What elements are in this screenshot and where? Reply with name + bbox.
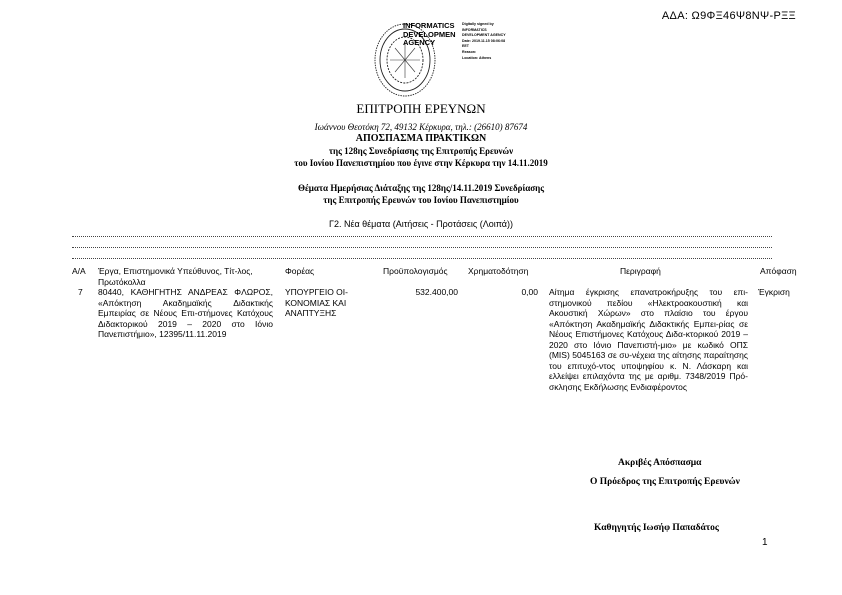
signature-detail-line: DEVELOPMENT AGENCY [462, 33, 506, 38]
row-budget: 532.400,00 [415, 287, 458, 297]
committee-address: Ιωάννου Θεοτόκη 72, 49132 Κέρκυρα, τηλ.: (26610) 87674 [314, 122, 528, 132]
agenda-line-2: της Επιτροπής Ερευνών του Ιονίου Πανεπιστημίου [323, 195, 519, 205]
meeting-line-1: της 128ης Συνεδρίασης της Επιτροπής Ερευνών [328, 146, 514, 156]
page-number: 1 [762, 537, 768, 548]
signature-stamp-lines [403, 22, 456, 48]
row-project: 80440, ΚΑΘΗΓΗΤΗΣ ΑΝΔΡΕΑΣ ΦΛΩΡΟΣ, «Απόκτηση Ακαδημαϊκής Διδακτικής Εμπειρίας σε Νέους Επι-στήμονες Κατόχους Διδακτορικού 2019 – 2020 στο Ιόνιο Πανεπιστήμιο», 12395/11.11.2019 [98, 287, 273, 339]
agenda-line-1: Θέματα Ημερήσιας Διάταξης της 128ης/14.11.2019 Συνεδρίασης [297, 183, 545, 193]
chairman-title: Ο Πρόεδρος της Επιτροπής Ερευνών [590, 477, 740, 487]
digital-signature-details [462, 22, 514, 61]
ada-code: ΑΔΑ: Ω9ΦΞ46Ψ8ΝΨ-ΡΞΞ [661, 10, 796, 22]
col-header-project: Έργα, Επιστημονικά Υπεύθυνος, Τίτ-λος, Πρωτόκολλα [98, 266, 253, 287]
signature-detail-line: Location: Athens [462, 55, 492, 60]
excerpt-title: ΑΠΟΣΠΑΣΜΑ ΠΡΑΚΤΙΚΩΝ [355, 133, 487, 144]
row-funder: ΥΠΟΥΡΓΕΙΟ ΟΙ-ΚΟΝΟΜΙΑΣ ΚΑΙ ΑΝΑΠΤΥΞΗΣ [285, 287, 348, 318]
exact-excerpt-label: Ακριβές Απόσπασμα [618, 458, 702, 468]
row-funding: 0,00 [521, 287, 538, 297]
signature-detail-line: Date: 2019.11.15 08:06:08 [462, 38, 506, 43]
stamp-line-2: DEVELOPMEN [403, 29, 456, 39]
signature-detail-line: INFORMATICS [462, 27, 487, 32]
signature-detail-line: Reason: [462, 49, 477, 54]
row-decision: Έγκριση [758, 287, 790, 297]
signature-detail-line: Digitally signed by [462, 22, 494, 26]
section-heading: Γ2. Νέα θέματα (Αιτήσεις - Προτάσεις (Λοιπά)) [328, 219, 513, 229]
col-header-description: Περιγραφή [620, 266, 661, 276]
stamp-line-3: AGENCY [403, 38, 436, 47]
dotted-divider [72, 247, 772, 248]
col-header-decision: Απόφαση [760, 266, 797, 276]
row-aa: 7 [78, 287, 83, 297]
col-header-aa: Α/Α [72, 266, 86, 276]
meeting-line-2: του Ιονίου Πανεπιστημίου που έγινε στην Κέρκυρα την 14.11.2019 [294, 158, 548, 168]
committee-title: ΕΠΙΤΡΟΠΗ ΕΡΕΥΝΩΝ [356, 101, 486, 116]
stamp-line-1: INFORMATICS [403, 21, 455, 30]
dotted-divider [72, 236, 772, 237]
signature-detail-line: EET [462, 44, 469, 49]
col-header-funder: Φορέας [285, 266, 315, 276]
row-description: Αίτημα έγκρισης επανατροκήρυξης του επι-στημονικού πεδίου «Ηλεκτροακουστική και Ακουστική Χώρων» στο πλαίσιο του έργου «Απόκτηση Ακαδημαϊκής Διδακτικής Εμπει-ρίας σε Νέους Επιστήμονες Κατόχους Διδα-κτορικού 2019 – 2020 στο Ιόνιο Πανεπιστή-μιο» με κωδικό ΟΠΣ (MIS) 5045163 σε συ-νέχεια της αίτησης παραίτησης του επιτυχό-ντος υποψηφίου κ. Ν. Λάσκαρη και ελλείψει επιλαχόντα της με αριθμ. 7348/2019 Πρό-σκλησης Εκδήλωσης Ενδιαφέροντος [549, 287, 748, 392]
chairman-name: Καθηγητής Ιωσήφ Παπαδάτος [594, 523, 719, 533]
dotted-divider [72, 258, 772, 259]
col-header-funding: Χρηματοδότηση [468, 266, 529, 276]
col-header-budget: Προϋπολογισμός [383, 266, 448, 276]
